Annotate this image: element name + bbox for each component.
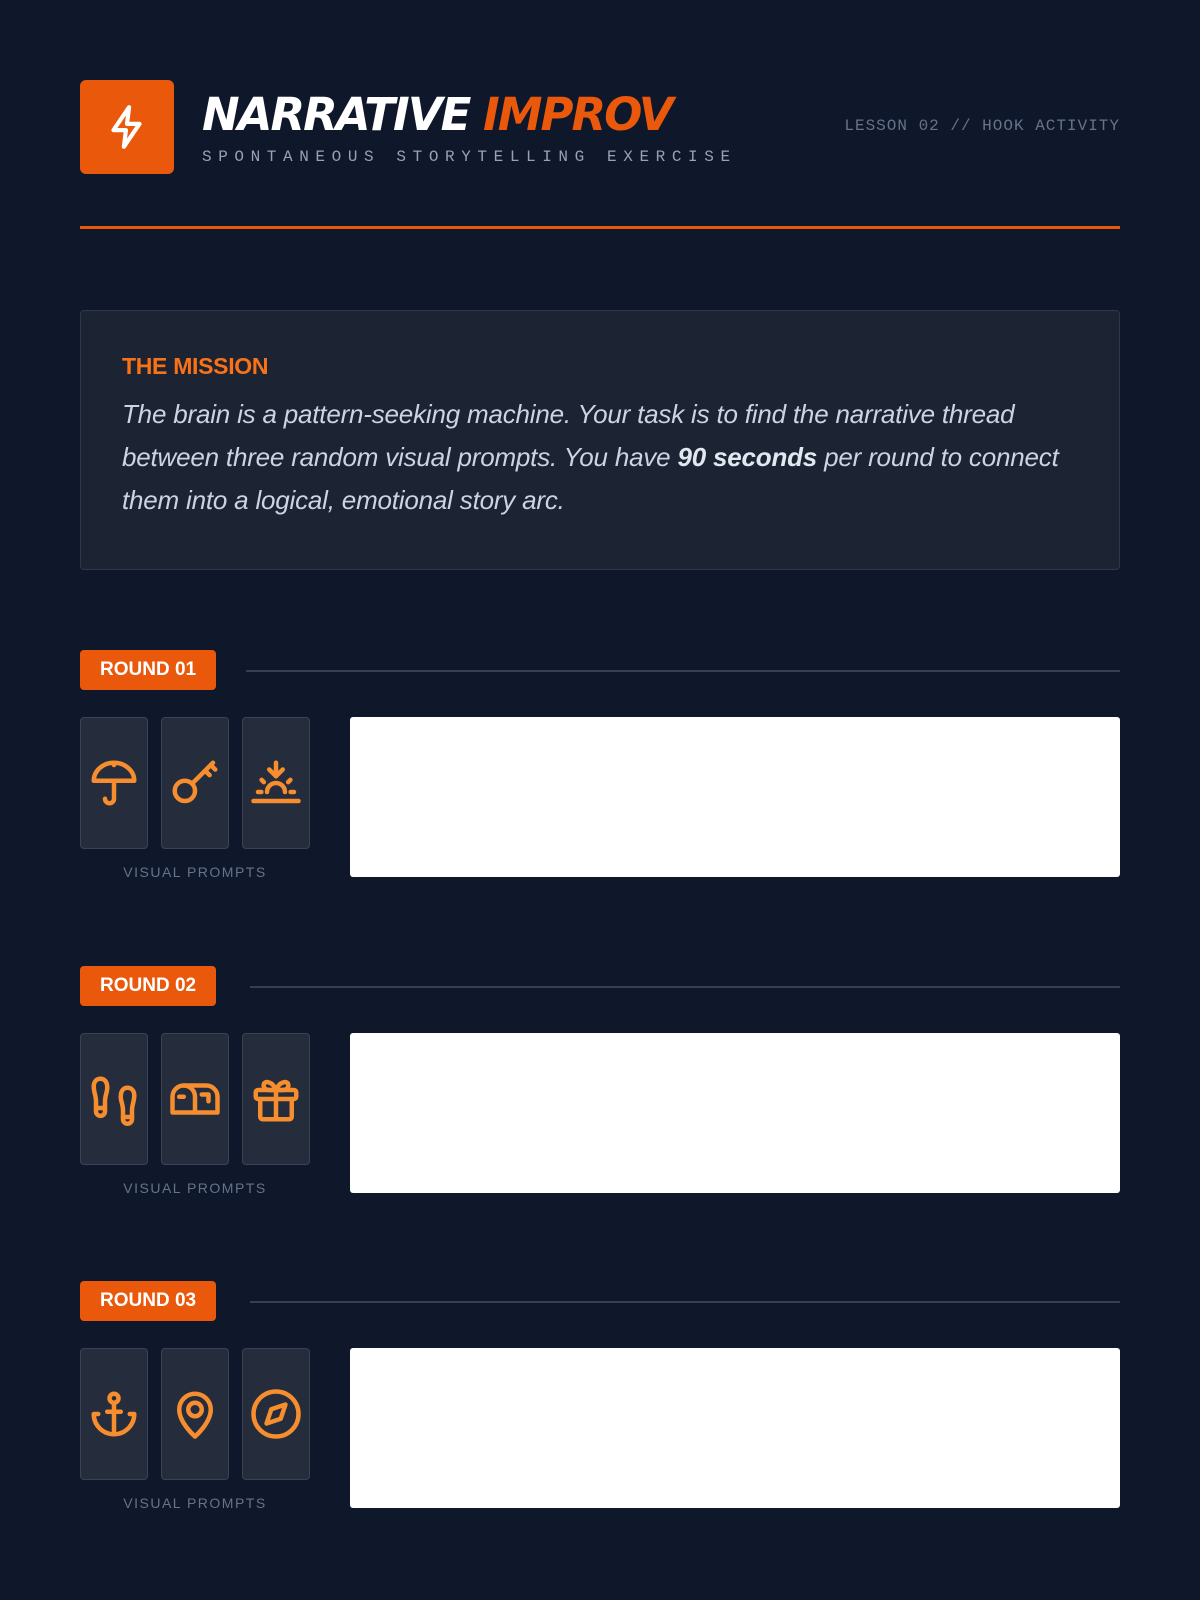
round-1 [80, 650, 1120, 910]
mailbox-icon [168, 1072, 222, 1126]
umbrella-icon [87, 756, 141, 810]
round-3 [80, 1281, 1120, 1541]
gift-icon [249, 1072, 303, 1126]
visual-prompts-label: VISUAL PROMPTS [123, 864, 267, 880]
round-3-story-input[interactable] [350, 1348, 1120, 1508]
round-badge: ROUND 02 [80, 966, 216, 1006]
sunset-icon [249, 756, 303, 810]
mission-text-end: per round to connect them into a logical, emotional story arc. [122, 442, 1059, 515]
page-title [202, 90, 672, 140]
round-badge: ROUND 03 [80, 1281, 216, 1321]
lightning-bolt-icon [102, 102, 152, 152]
title-part2: IMPROV [483, 88, 672, 141]
visual-prompts-label: VISUAL PROMPTS [123, 1180, 267, 1196]
prompt-card [161, 1348, 229, 1480]
prompt-card [80, 1348, 148, 1480]
anchor-icon [87, 1387, 141, 1441]
mission-heading: THE MISSION [122, 353, 269, 379]
lesson-label: LESSON 02 // HOOK ACTIVITY [844, 117, 1120, 135]
header-divider [80, 226, 1120, 229]
mission-text [122, 393, 1079, 522]
prompt-card [161, 717, 229, 849]
compass-icon [249, 1387, 303, 1441]
prompt-card [161, 1033, 229, 1165]
logo [80, 80, 174, 174]
round-badge: ROUND 01 [80, 650, 216, 690]
prompt-card [80, 1033, 148, 1165]
round-2-story-input[interactable] [350, 1033, 1120, 1193]
round-2 [80, 966, 1120, 1226]
mission-panel [80, 310, 1120, 570]
prompt-card [242, 1348, 310, 1480]
mission-text-start: The brain is a pattern-seeking machine. Your task is to find the narrative thread between three random visual prompts. You have [122, 399, 1015, 472]
footprints-icon [87, 1072, 141, 1126]
round-divider [250, 1301, 1120, 1303]
round-divider [246, 670, 1120, 672]
title-part1: NARRATIVE [202, 88, 470, 141]
visual-prompts-label: VISUAL PROMPTS [123, 1495, 267, 1511]
key-icon [168, 756, 222, 810]
prompt-card [242, 717, 310, 849]
round-1-story-input[interactable] [350, 717, 1120, 877]
prompt-card [80, 717, 148, 849]
round-divider [250, 986, 1120, 988]
prompt-card [242, 1033, 310, 1165]
worksheet [80, 80, 1120, 1511]
map-pin-icon [168, 1387, 222, 1441]
mission-time-limit: 90 seconds [677, 442, 818, 472]
page-subtitle: SPONTANEOUS STORYTELLING EXERCISE [202, 148, 737, 166]
header [80, 80, 1120, 174]
